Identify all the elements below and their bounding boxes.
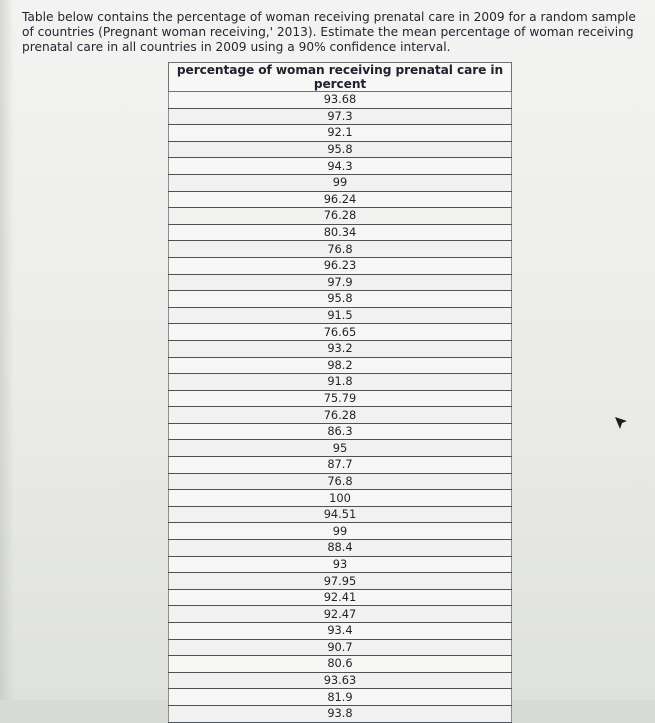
table-row	[169, 623, 512, 640]
prenatal-care-table	[168, 62, 512, 723]
table-row	[169, 224, 512, 241]
table-cell: 94.51	[169, 506, 512, 523]
table-row	[169, 473, 512, 490]
table-cell: 76.8	[169, 241, 512, 258]
table-cell: 80.6	[169, 656, 512, 673]
table-cell: 97.3	[169, 108, 512, 125]
table-row	[169, 374, 512, 391]
table-cell: 95	[169, 440, 512, 457]
table-cell: 100	[169, 490, 512, 507]
table-cell: 90.7	[169, 639, 512, 656]
table-row	[169, 639, 512, 656]
table-cell: 76.28	[169, 407, 512, 424]
table-cell: 81.9	[169, 689, 512, 706]
table-row	[169, 556, 512, 573]
table-row	[169, 672, 512, 689]
table-cell: 88.4	[169, 540, 512, 557]
table-cell: 93	[169, 556, 512, 573]
table-cell: 93.4	[169, 623, 512, 640]
table-cell: 97.95	[169, 573, 512, 590]
table-row	[169, 141, 512, 158]
table-cell: 93.63	[169, 672, 512, 689]
table-row	[169, 324, 512, 341]
table-row	[169, 307, 512, 324]
table-row	[169, 440, 512, 457]
table-cell: 92.47	[169, 606, 512, 623]
table-cell: 93.68	[169, 92, 512, 109]
table-row	[169, 490, 512, 507]
table-cell: 80.34	[169, 224, 512, 241]
table-cell: 96.23	[169, 257, 512, 274]
table-cell: 75.79	[169, 390, 512, 407]
table-row	[169, 257, 512, 274]
table-cell: 97.9	[169, 274, 512, 291]
table-row	[169, 656, 512, 673]
table-cell: 99	[169, 174, 512, 191]
table-row	[169, 208, 512, 225]
table-cell: 87.7	[169, 457, 512, 474]
table-row	[169, 241, 512, 258]
table-row	[169, 540, 512, 557]
table-cell: 76.8	[169, 473, 512, 490]
table-row	[169, 191, 512, 208]
table-row	[169, 357, 512, 374]
table-cell: 98.2	[169, 357, 512, 374]
table-cell: 95.8	[169, 291, 512, 308]
table-cell: 94.3	[169, 158, 512, 175]
table-column-header: percentage of woman receiving prenatal care in percent	[169, 63, 512, 92]
table-cell: 86.3	[169, 423, 512, 440]
table-row	[169, 108, 512, 125]
table-row	[169, 125, 512, 142]
table-row	[169, 689, 512, 706]
table-cell: 93.8	[169, 705, 512, 722]
table-row	[169, 174, 512, 191]
table-row	[169, 158, 512, 175]
problem-statement: Table below contains the percentage of woman receiving prenatal care in 2009 for a random sample of countries (Pregnant woman receiving,' 2013). Estimate the mean percentage of woman receiving prenatal care in all countries in 2009 using a 90% confidence interval.	[22, 10, 636, 54]
table-cell: 93.2	[169, 340, 512, 357]
table-row	[169, 457, 512, 474]
table-row	[169, 92, 512, 109]
table-row	[169, 523, 512, 540]
mouse-pointer-icon	[614, 416, 628, 430]
table-cell: 96.24	[169, 191, 512, 208]
table-cell: 92.1	[169, 125, 512, 142]
table-row	[169, 506, 512, 523]
table-row	[169, 705, 512, 722]
table-row	[169, 390, 512, 407]
table-cell: 91.5	[169, 307, 512, 324]
table-cell: 92.41	[169, 589, 512, 606]
table-header-row	[169, 63, 512, 92]
table-row	[169, 423, 512, 440]
table-cell: 91.8	[169, 374, 512, 391]
table-row	[169, 340, 512, 357]
table-cell: 76.65	[169, 324, 512, 341]
table-row	[169, 573, 512, 590]
table-body	[169, 92, 512, 723]
table-row	[169, 589, 512, 606]
table-cell: 99	[169, 523, 512, 540]
table-cell: 95.8	[169, 141, 512, 158]
table-row	[169, 606, 512, 623]
table-row	[169, 407, 512, 424]
table-row	[169, 274, 512, 291]
table-row	[169, 291, 512, 308]
table-cell: 76.28	[169, 208, 512, 225]
page-edge-shadow	[0, 0, 14, 700]
